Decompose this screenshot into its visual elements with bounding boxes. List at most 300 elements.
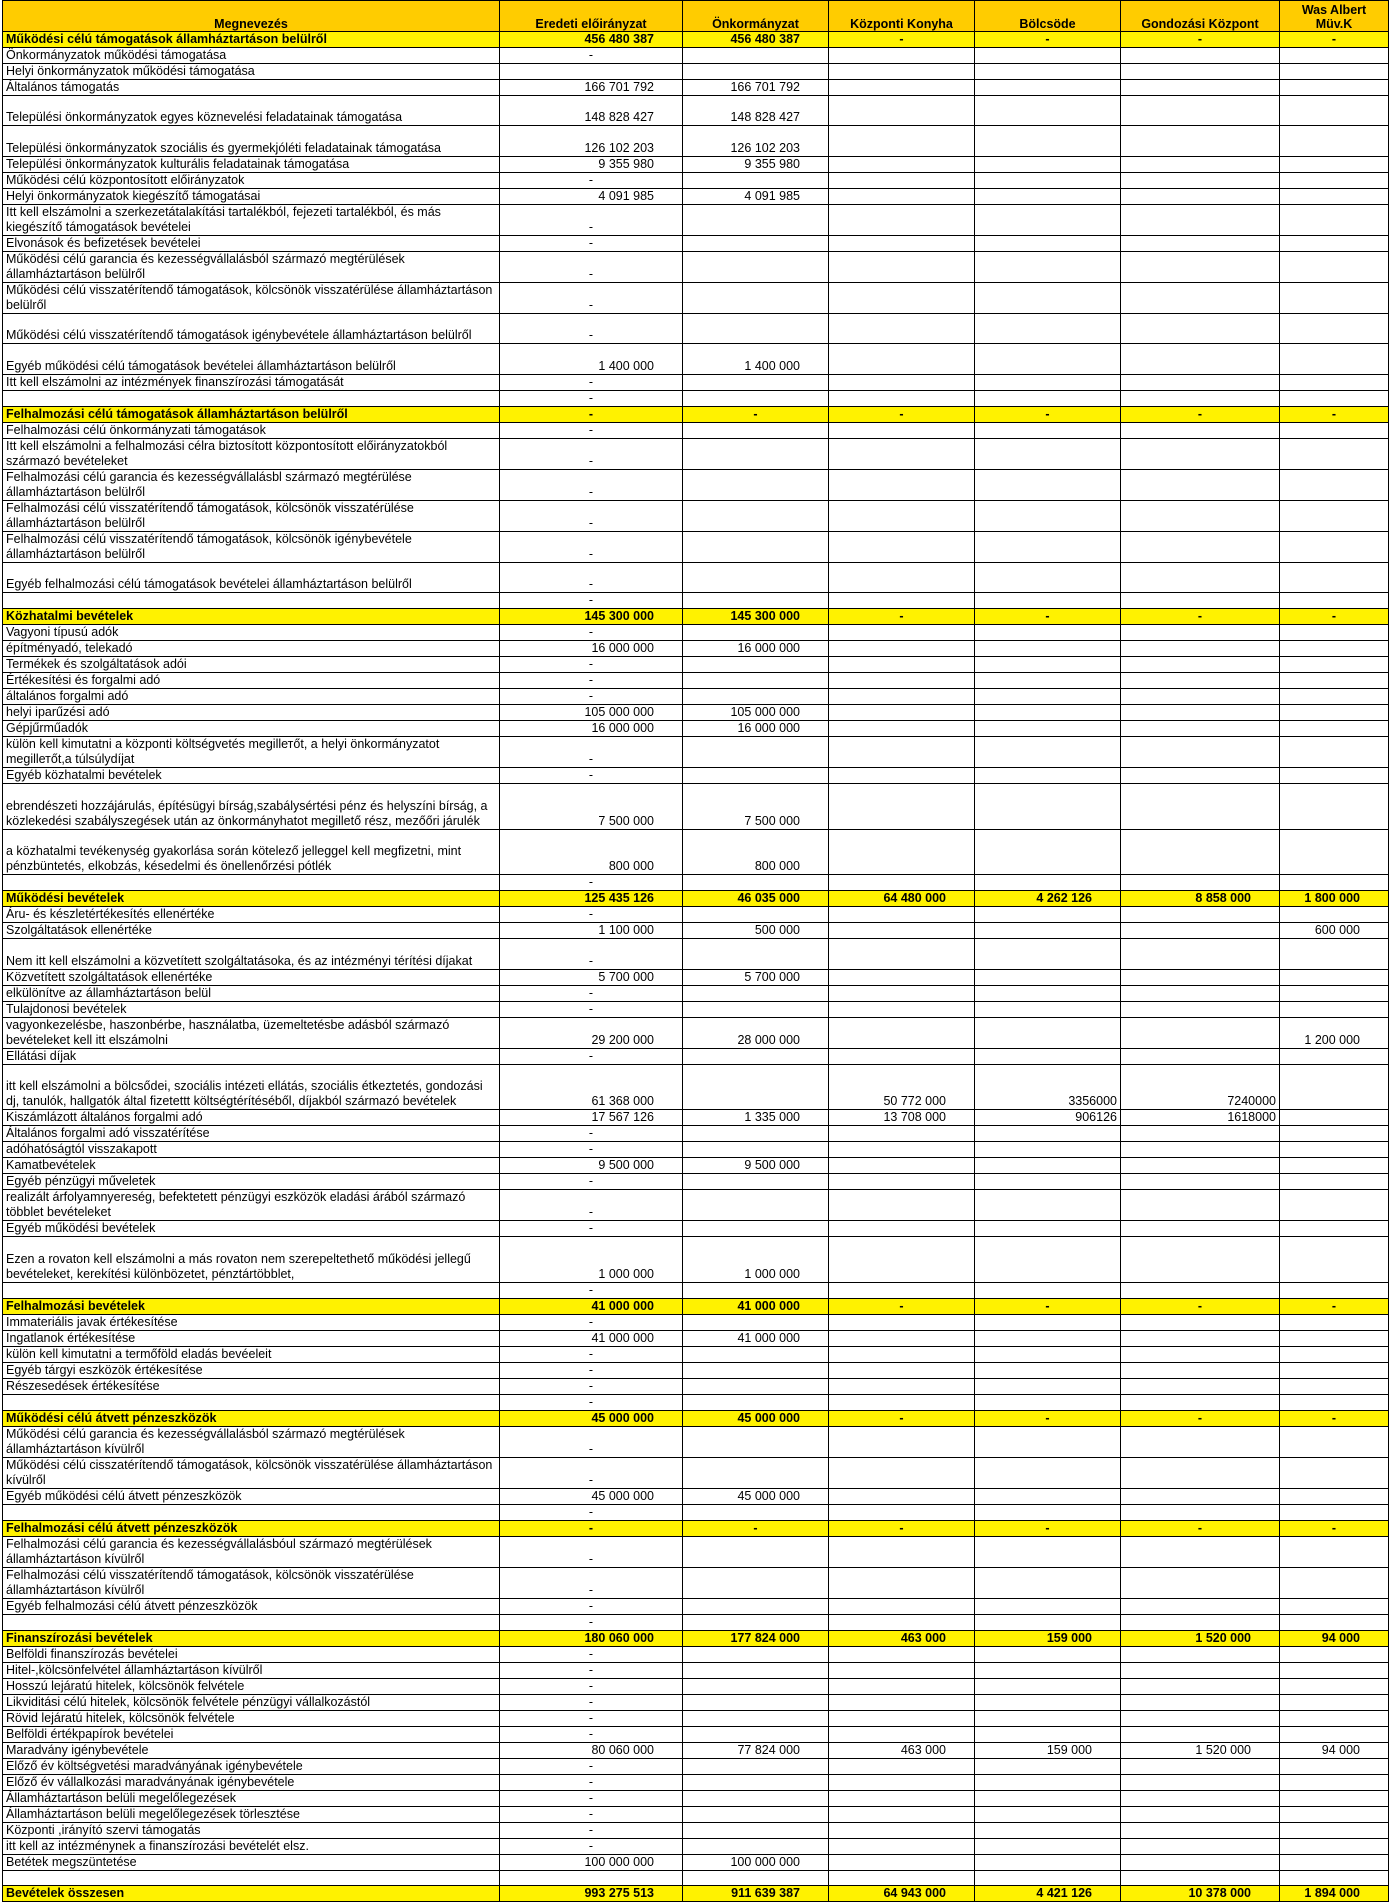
amount-cell <box>829 422 975 438</box>
amount-cell <box>683 1870 829 1885</box>
amount-cell: - <box>1280 1520 1389 1536</box>
amount-cell <box>1121 1346 1280 1362</box>
amount-cell <box>829 1806 975 1822</box>
amount-cell: 906126 <box>975 1110 1121 1126</box>
amount-cell <box>829 1017 975 1048</box>
amount-cell <box>829 1190 975 1221</box>
amount-cell <box>683 1662 829 1678</box>
row-label: Működési célú cisszatérítendő támogatások, kölcsönök visszatérülése államháztartáson kívülről <box>3 1457 500 1488</box>
amount-cell <box>975 1790 1121 1806</box>
amount-cell <box>975 1346 1121 1362</box>
amount-cell <box>975 875 1121 891</box>
row-label: Települési önkormányzatok egyes köznevelési feladatainak támogatása <box>3 96 500 126</box>
amount-cell: - <box>500 422 683 438</box>
amount-cell: - <box>500 1362 683 1378</box>
header-kozponti-konyha: Központi Konyha <box>829 1 975 32</box>
amount-cell <box>1280 624 1389 640</box>
amount-cell <box>1121 1457 1280 1488</box>
amount-cell <box>1121 1190 1280 1221</box>
table-row <box>3 1504 1389 1520</box>
amount-cell <box>975 1330 1121 1346</box>
row-label: külön kell kimutatni a központi költségvetés megillетőt, a helyi önkormányzatot megillетőt,a túlsúlydíjat <box>3 736 500 767</box>
amount-cell <box>1280 1870 1389 1885</box>
amount-cell <box>829 969 975 985</box>
table-row <box>3 923 1389 939</box>
amount-cell <box>829 251 975 282</box>
row-label <box>3 1394 500 1410</box>
amount-cell: 61 368 000 <box>500 1064 683 1110</box>
table-row <box>3 1822 1389 1838</box>
amount-cell <box>1121 985 1280 1001</box>
amount-cell <box>829 1662 975 1678</box>
row-label: Szolgáltatások ellenértéke <box>3 923 500 939</box>
section-row <box>3 1410 1389 1426</box>
amount-cell: 16 000 000 <box>683 640 829 656</box>
amount-cell: - <box>500 1790 683 1806</box>
amount-cell: 463 000 <box>829 1630 975 1646</box>
table-row <box>3 1806 1389 1822</box>
amount-cell <box>975 188 1121 204</box>
amount-cell: - <box>500 531 683 562</box>
table-row <box>3 1330 1389 1346</box>
amount-cell <box>1121 188 1280 204</box>
amount-cell <box>683 1678 829 1694</box>
amount-cell: - <box>500 985 683 1001</box>
amount-cell <box>1280 96 1389 126</box>
row-label: Működési célú visszatérítendő támogatások, kölcsönök visszatérülése államháztartáson belülről <box>3 282 500 313</box>
amount-cell <box>683 282 829 313</box>
row-label: Egyéb működési célú támogatások bevételei államháztartáson belülről <box>3 344 500 374</box>
amount-cell <box>829 1142 975 1158</box>
row-label: Maradvány igénybevétele <box>3 1742 500 1758</box>
amount-cell: 456 480 387 <box>683 32 829 48</box>
amount-cell: - <box>683 1520 829 1536</box>
row-label: Termékek és szolgáltatások adói <box>3 656 500 672</box>
amount-cell <box>683 64 829 80</box>
amount-cell <box>975 1614 1121 1630</box>
amount-cell: 7240000 <box>1121 1064 1280 1110</box>
amount-cell <box>1121 640 1280 656</box>
amount-cell <box>975 1646 1121 1662</box>
amount-cell: 4 421 126 <box>975 1885 1121 1901</box>
table-row <box>3 1174 1389 1190</box>
amount-cell <box>975 1678 1121 1694</box>
amount-cell <box>683 1064 829 1110</box>
amount-cell: 1 200 000 <box>1280 1017 1389 1048</box>
amount-cell <box>829 767 975 783</box>
amount-cell <box>683 1394 829 1410</box>
amount-cell <box>975 767 1121 783</box>
row-label: a közhatalmi tevékenység gyakorlása során kötelező jelleggel kell megfizetni, mint pénzbüntetés, elkobzás, késedelmi és önellenőrzési pótlék <box>3 829 500 875</box>
amount-cell: 1 894 000 <box>1280 1885 1389 1901</box>
amount-cell <box>829 80 975 96</box>
amount-cell <box>829 1822 975 1838</box>
amount-cell <box>683 313 829 343</box>
amount-cell: - <box>500 1838 683 1854</box>
amount-cell <box>1280 1362 1389 1378</box>
amount-cell <box>1121 1314 1280 1330</box>
amount-cell <box>975 672 1121 688</box>
amount-cell <box>975 1870 1121 1885</box>
amount-cell <box>683 251 829 282</box>
row-label: Működési célú átvett pénzeszközök <box>3 1410 500 1426</box>
amount-cell <box>1280 1378 1389 1394</box>
amount-cell: 29 200 000 <box>500 1017 683 1048</box>
row-label: Itt kell elszámolni az intézmények finanszírozási támogatását <box>3 374 500 390</box>
amount-cell: - <box>500 374 683 390</box>
amount-cell <box>683 1314 829 1330</box>
amount-cell <box>975 235 1121 251</box>
amount-cell: - <box>500 48 683 64</box>
amount-cell <box>1121 500 1280 531</box>
amount-cell <box>829 313 975 343</box>
amount-cell <box>829 1394 975 1410</box>
amount-cell: - <box>500 1694 683 1710</box>
amount-cell <box>1121 156 1280 172</box>
row-label: Betétek megszüntetése <box>3 1854 500 1870</box>
amount-cell: - <box>975 406 1121 422</box>
amount-cell <box>1121 313 1280 343</box>
table-row <box>3 875 1389 891</box>
amount-cell <box>829 282 975 313</box>
amount-cell <box>1121 624 1280 640</box>
amount-cell <box>975 907 1121 923</box>
amount-cell <box>829 48 975 64</box>
amount-cell: - <box>500 1457 683 1488</box>
row-label: építményadó, telekadó <box>3 640 500 656</box>
table-row <box>3 1646 1389 1662</box>
table-row <box>3 829 1389 875</box>
amount-cell: 28 000 000 <box>683 1017 829 1048</box>
amount-cell: - <box>500 469 683 500</box>
amount-cell: 16 000 000 <box>500 640 683 656</box>
section-row <box>3 406 1389 422</box>
amount-cell <box>1121 562 1280 592</box>
amount-cell <box>1280 500 1389 531</box>
amount-cell <box>975 1488 1121 1504</box>
amount-cell <box>683 736 829 767</box>
amount-cell <box>1280 1330 1389 1346</box>
amount-cell: 456 480 387 <box>500 32 683 48</box>
amount-cell <box>1121 969 1280 985</box>
amount-cell <box>975 313 1121 343</box>
amount-cell <box>975 1174 1121 1190</box>
amount-cell <box>683 1774 829 1790</box>
row-label: Felhalmozási célú támogatások államháztartáson belülről <box>3 406 500 422</box>
amount-cell <box>829 1774 975 1790</box>
row-label: Települési önkormányzatok szociális és gyermekjóléti feladatainak támogatása <box>3 126 500 156</box>
amount-cell <box>1121 923 1280 939</box>
amount-cell <box>683 1838 829 1854</box>
amount-cell <box>829 736 975 767</box>
amount-cell <box>975 48 1121 64</box>
amount-cell <box>1121 783 1280 829</box>
table-row <box>3 1838 1389 1854</box>
amount-cell: - <box>683 406 829 422</box>
amount-cell <box>1280 767 1389 783</box>
row-label <box>3 1870 500 1885</box>
amount-cell <box>1280 1158 1389 1174</box>
row-label: elkülönítve az államháztartáson belül <box>3 985 500 1001</box>
amount-cell <box>829 1457 975 1488</box>
table-row <box>3 624 1389 640</box>
amount-cell <box>975 1567 1121 1598</box>
table-row <box>3 1457 1389 1488</box>
row-label: Belföldi értékpapírok bevételei <box>3 1726 500 1742</box>
amount-cell <box>1280 1726 1389 1742</box>
amount-cell <box>975 1126 1121 1142</box>
row-label: ebrendészeti hozzájárulás, építésügyi bírság,szabálysértési pénz és helyszíni bírság, a közlekedési szabályszegések után az önkormányhatot megillető rész, mezőőri járulék <box>3 783 500 829</box>
table-row <box>3 688 1389 704</box>
amount-cell <box>975 783 1121 829</box>
amount-cell: - <box>1121 1298 1280 1314</box>
table-row <box>3 1110 1389 1126</box>
header-megnevezes: Megnevezés <box>3 1 500 32</box>
amount-cell <box>829 1221 975 1237</box>
amount-cell <box>829 1536 975 1567</box>
amount-cell: - <box>500 1806 683 1822</box>
amount-cell <box>683 1001 829 1017</box>
amount-cell <box>975 251 1121 282</box>
amount-cell <box>829 720 975 736</box>
amount-cell <box>683 1426 829 1457</box>
row-label: Kamatbevételek <box>3 1158 500 1174</box>
amount-cell <box>1121 1806 1280 1822</box>
amount-cell <box>1121 1567 1280 1598</box>
amount-cell <box>1121 1598 1280 1614</box>
table-row <box>3 96 1389 126</box>
row-label: Kiszámlázott általános forgalmi adó <box>3 1110 500 1126</box>
amount-cell: - <box>829 32 975 48</box>
amount-cell: - <box>500 1726 683 1742</box>
amount-cell <box>829 1758 975 1774</box>
table-row <box>3 592 1389 608</box>
row-label: Felhalmozási bevételek <box>3 1298 500 1314</box>
amount-cell: 166 701 792 <box>500 80 683 96</box>
amount-cell <box>829 875 975 891</box>
amount-cell <box>1121 672 1280 688</box>
table-row <box>3 422 1389 438</box>
amount-cell: 5 700 000 <box>500 969 683 985</box>
section-row <box>3 608 1389 624</box>
amount-cell <box>1121 1378 1280 1394</box>
amount-cell <box>1280 1694 1389 1710</box>
table-row <box>3 1314 1389 1330</box>
amount-cell: - <box>500 688 683 704</box>
amount-cell <box>975 592 1121 608</box>
amount-cell <box>1280 1710 1389 1726</box>
amount-cell <box>829 1174 975 1190</box>
amount-cell <box>683 1598 829 1614</box>
amount-cell <box>829 1598 975 1614</box>
amount-cell <box>829 500 975 531</box>
amount-cell <box>975 1662 1121 1678</box>
row-label: Itt kell elszámolni a szerkezetátalakítási tartalékból, fejezeti tartalékból, és más kiegészítő támogatások bevételei <box>3 204 500 235</box>
row-label: Elvonások és befizetések bevételei <box>3 235 500 251</box>
amount-cell: - <box>829 406 975 422</box>
amount-cell <box>1121 469 1280 500</box>
amount-cell <box>1121 1504 1280 1520</box>
amount-cell: 148 828 427 <box>683 96 829 126</box>
amount-cell: - <box>500 500 683 531</box>
amount-cell <box>683 1142 829 1158</box>
amount-cell: - <box>500 939 683 969</box>
amount-cell: 1 800 000 <box>1280 891 1389 907</box>
table-row <box>3 438 1389 469</box>
row-label: Ingatlanok értékesítése <box>3 1330 500 1346</box>
amount-cell <box>683 562 829 592</box>
amount-cell <box>975 1362 1121 1378</box>
amount-cell <box>1280 1426 1389 1457</box>
row-label: vagyonkezelésbe, haszonbérbe, használatba, üzemeltetésbe adásból származó bevételeket kell itt elszámolni <box>3 1017 500 1048</box>
table-row <box>3 1001 1389 1017</box>
amount-cell <box>500 64 683 80</box>
amount-cell <box>1121 875 1280 891</box>
amount-cell <box>829 1488 975 1504</box>
amount-cell <box>975 624 1121 640</box>
amount-cell <box>1280 390 1389 406</box>
amount-cell <box>829 126 975 156</box>
table-row <box>3 1426 1389 1457</box>
row-label: Működési célú támogatások államháztartáson belülről <box>3 32 500 48</box>
amount-cell <box>1280 282 1389 313</box>
amount-cell <box>975 500 1121 531</box>
amount-cell <box>1280 1314 1389 1330</box>
row-label: itt kell elszámolni a bölcsődei, szociális intézeti ellátás, szociális étkeztetés, gondozási dj, tanulók, hallgatók által fizetettt költségtérítéséből, díjakból származó bevételek <box>3 1064 500 1110</box>
row-label <box>3 875 500 891</box>
table-row <box>3 656 1389 672</box>
amount-cell <box>829 64 975 80</box>
amount-cell <box>1121 939 1280 969</box>
table-row <box>3 469 1389 500</box>
amount-cell: 41 000 000 <box>683 1330 829 1346</box>
table-row <box>3 1221 1389 1237</box>
amount-cell <box>683 624 829 640</box>
amount-cell <box>1121 704 1280 720</box>
amount-cell <box>683 1126 829 1142</box>
table-row <box>3 1488 1389 1504</box>
amount-cell <box>975 1457 1121 1488</box>
amount-cell <box>1280 251 1389 282</box>
table-row <box>3 531 1389 562</box>
amount-cell <box>975 438 1121 469</box>
amount-cell <box>1280 720 1389 736</box>
amount-cell: - <box>500 1520 683 1536</box>
table-row <box>3 1726 1389 1742</box>
amount-cell <box>829 1854 975 1870</box>
row-label: Ellátási díjak <box>3 1048 500 1064</box>
amount-cell <box>975 204 1121 235</box>
amount-cell <box>829 1504 975 1520</box>
amount-cell: - <box>1280 32 1389 48</box>
amount-cell <box>683 1806 829 1822</box>
header-row <box>3 1 1389 32</box>
amount-cell <box>1280 1394 1389 1410</box>
row-label: helyi iparűzési adó <box>3 704 500 720</box>
amount-cell: - <box>500 1567 683 1598</box>
amount-cell <box>683 172 829 188</box>
revenue-table <box>2 0 1389 1902</box>
amount-cell: - <box>829 1298 975 1314</box>
row-label: Közvetített szolgáltatások ellenértéke <box>3 969 500 985</box>
amount-cell <box>1121 282 1280 313</box>
amount-cell <box>683 1710 829 1726</box>
amount-cell <box>975 829 1121 875</box>
row-label: Egyéb pénzügyi műveletek <box>3 1174 500 1190</box>
amount-cell: 993 275 513 <box>500 1885 683 1901</box>
amount-cell <box>1280 985 1389 1001</box>
amount-cell: - <box>1121 1520 1280 1536</box>
amount-cell <box>1280 1646 1389 1662</box>
amount-cell: - <box>500 390 683 406</box>
table-row <box>3 390 1389 406</box>
amount-cell <box>683 422 829 438</box>
amount-cell <box>829 344 975 374</box>
amount-cell: 7 500 000 <box>683 783 829 829</box>
amount-cell <box>829 204 975 235</box>
table-row <box>3 313 1389 343</box>
amount-cell <box>683 939 829 969</box>
table-row <box>3 939 1389 969</box>
amount-cell <box>1280 1806 1389 1822</box>
amount-cell <box>683 688 829 704</box>
table-row <box>3 1774 1389 1790</box>
amount-cell <box>1121 251 1280 282</box>
amount-cell <box>683 1567 829 1598</box>
amount-cell <box>1121 126 1280 156</box>
amount-cell <box>1121 1536 1280 1567</box>
amount-cell: 1 400 000 <box>500 344 683 374</box>
amount-cell <box>1280 1190 1389 1221</box>
amount-cell <box>1280 188 1389 204</box>
amount-cell <box>1121 344 1280 374</box>
amount-cell <box>1121 1726 1280 1742</box>
amount-cell <box>975 1726 1121 1742</box>
table-row <box>3 1790 1389 1806</box>
row-label: Belföldi finanszírozás bevételei <box>3 1646 500 1662</box>
amount-cell <box>1121 1221 1280 1237</box>
amount-cell <box>975 1017 1121 1048</box>
amount-cell <box>975 1504 1121 1520</box>
row-label: Bevételek összesen <box>3 1885 500 1901</box>
amount-cell: 16 000 000 <box>500 720 683 736</box>
amount-cell: - <box>500 235 683 251</box>
table-row <box>3 1614 1389 1630</box>
amount-cell: 148 828 427 <box>500 96 683 126</box>
table-row <box>3 344 1389 374</box>
amount-cell <box>1121 1426 1280 1457</box>
amount-cell: 1618000 <box>1121 1110 1280 1126</box>
amount-cell <box>1280 1282 1389 1298</box>
amount-cell <box>829 624 975 640</box>
amount-cell <box>1280 1346 1389 1362</box>
amount-cell <box>829 783 975 829</box>
amount-cell <box>1121 204 1280 235</box>
amount-cell: - <box>500 1174 683 1190</box>
amount-cell <box>829 1126 975 1142</box>
amount-cell <box>1280 1237 1389 1283</box>
row-label: Előző év vállalkozási maradványának igénybevétele <box>3 1774 500 1790</box>
amount-cell: 600 000 <box>1280 923 1389 939</box>
amount-cell: 1 000 000 <box>683 1237 829 1283</box>
amount-cell <box>683 592 829 608</box>
amount-cell <box>1121 1678 1280 1694</box>
amount-cell <box>683 767 829 783</box>
amount-cell <box>1280 469 1389 500</box>
amount-cell <box>1280 1678 1389 1694</box>
amount-cell <box>975 1001 1121 1017</box>
row-label: Települési önkormányzatok kulturális feladatainak támogatása <box>3 156 500 172</box>
